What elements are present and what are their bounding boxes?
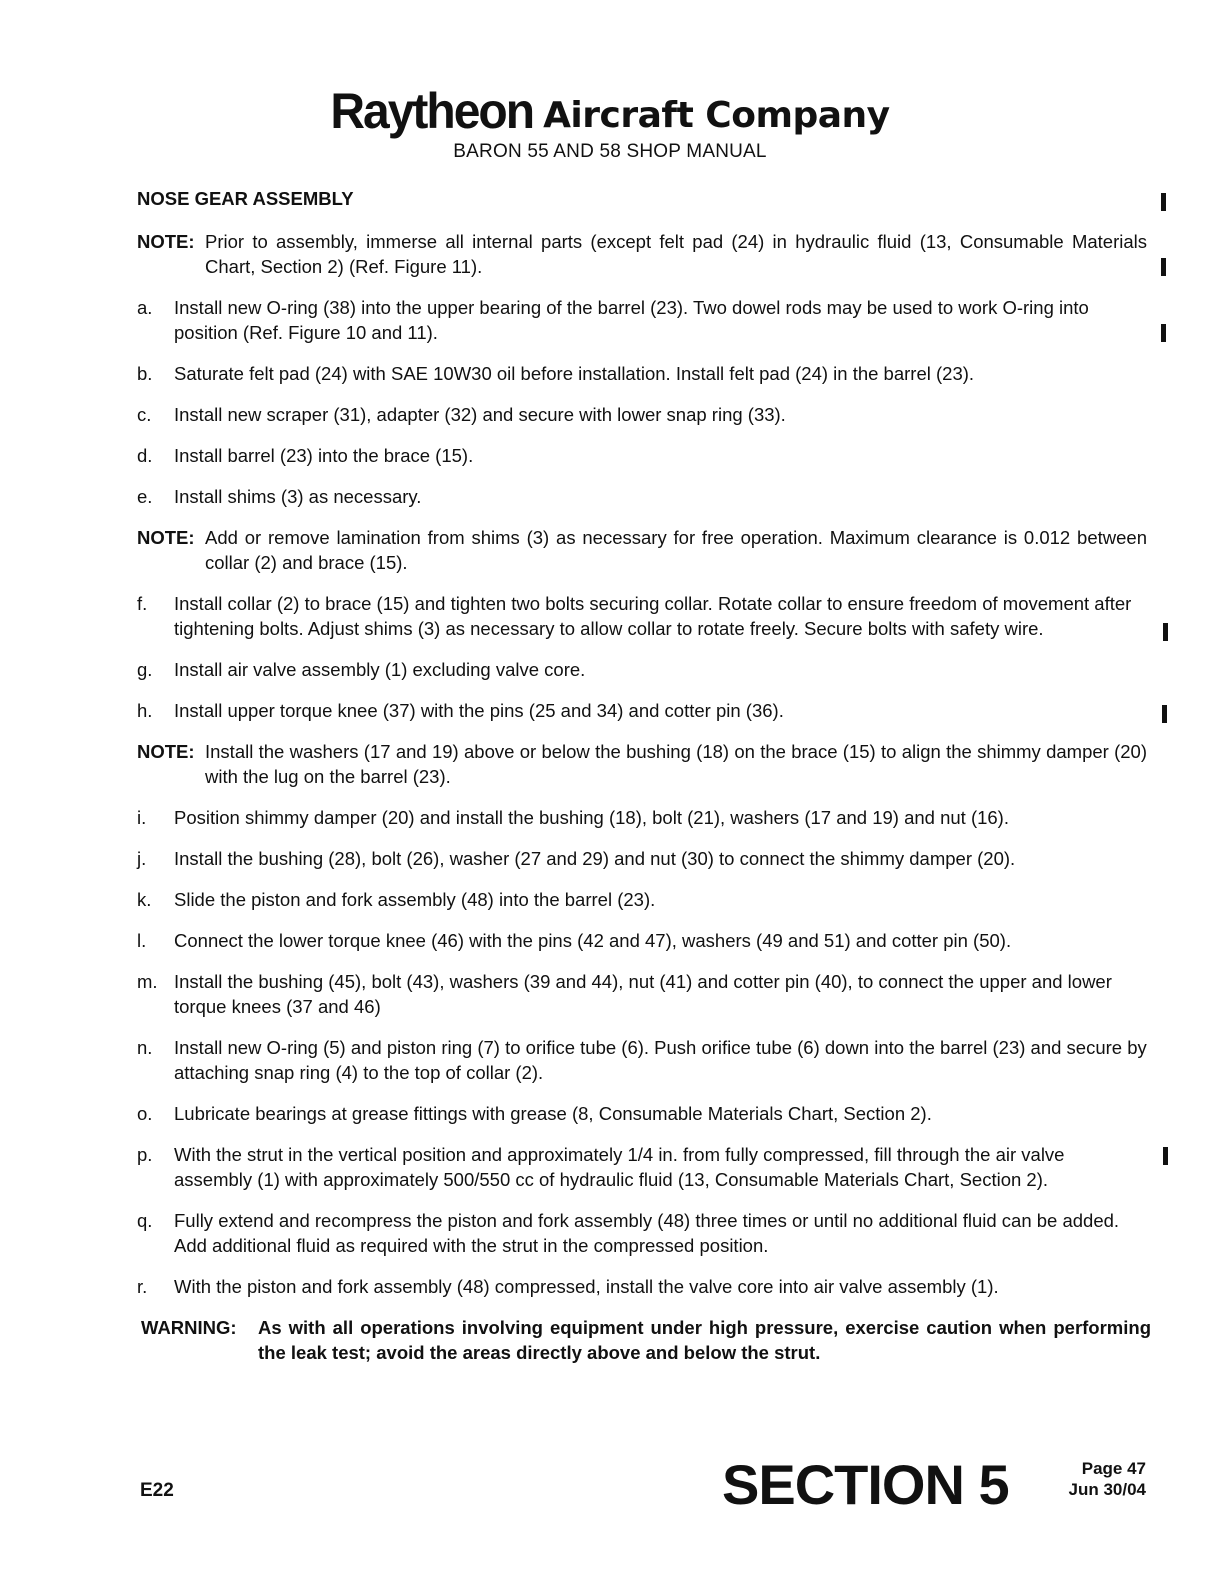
step-letter: b. (137, 363, 153, 384)
list-item (137, 805, 1147, 830)
step-text: Install shims (3) as necessary. (174, 486, 422, 507)
note-label: NOTE: (137, 527, 195, 548)
step-text: Install barrel (23) into the brace (15). (174, 445, 474, 466)
list-item (137, 928, 1147, 953)
step-text: Install new O-ring (5) and piston ring (7) to orifice tube (6). Push orifice tube (6) down into the barrel (23) and secure by attaching snap ring (4) to the top of collar (2). (174, 1037, 1147, 1083)
step-text: Position shimmy damper (20) and install the bushing (18), bolt (21), washers (17 and 19) and nut (16). (174, 807, 1009, 828)
revision-bar (1162, 705, 1167, 723)
list-item (137, 295, 1147, 345)
step-letter: j. (137, 848, 147, 869)
step-text: Install new scraper (31), adapter (32) and secure with lower snap ring (33). (174, 404, 786, 425)
step-letter: r. (137, 1276, 148, 1297)
list-item (137, 698, 1147, 723)
step-text: Connect the lower torque knee (46) with the pins (42 and 47), washers (49 and 51) and cotter pin (50). (174, 930, 1012, 951)
step-letter: q. (137, 1210, 153, 1231)
warning-text: As with all operations involving equipment under high pressure, exercise caution when performing the leak test; avoid the areas directly above and below the strut. (258, 1317, 1151, 1363)
step-letter: d. (137, 445, 153, 466)
step-text: Saturate felt pad (24) with SAE 10W30 oil before installation. Install felt pad (24) in the barrel (23). (174, 363, 975, 384)
note-block (137, 739, 1147, 789)
list-item (137, 1208, 1147, 1258)
step-letter: o. (137, 1103, 153, 1124)
step-letter: p. (137, 1144, 153, 1165)
list-item (137, 846, 1147, 871)
list-item (137, 1274, 1147, 1299)
step-text: Install upper torque knee (37) with the pins (25 and 34) and cotter pin (36). (174, 700, 784, 721)
revision-bar (1161, 324, 1166, 342)
revision-bar (1161, 258, 1166, 276)
list-item (137, 591, 1147, 641)
step-text: Install collar (2) to brace (15) and tighten two bolts securing collar. Rotate collar to ensure freedom of movement after tightening bolts. Adjust shims (3) as necessary to allow collar to rotate freely. Secure bolts with safety wire. (174, 593, 1132, 639)
step-text: Slide the piston and fork assembly (48) into the barrel (23). (174, 889, 656, 910)
list-item (137, 402, 1147, 427)
step-text: Install the bushing (45), bolt (43), washers (39 and 44), nut (41) and cotter pin (40), to connect the upper and lower torque knees (37 and 46) (174, 971, 1112, 1017)
revision-bar (1163, 623, 1168, 641)
revision-bar (1161, 193, 1166, 211)
section-title: NOSE GEAR ASSEMBLY (137, 188, 354, 209)
note-block (137, 525, 1147, 575)
step-text: Fully extend and recompress the piston and fork assembly (48) three times or until no additional fluid can be added. Add additional fluid as required with the strut in the compressed position. (174, 1210, 1120, 1256)
step-letter: k. (137, 889, 152, 910)
manual-title: BARON 55 AND 58 SHOP MANUAL (453, 141, 767, 162)
step-letter: c. (137, 404, 152, 425)
step-text: With the strut in the vertical position and approximately 1/4 in. from fully compressed, fill through the air valve assembly (1) with approximately 500/550 cc of hydraulic fluid (13, Consumable Materials Chart, Section 2). (174, 1144, 1065, 1190)
page-info (1050, 1458, 1146, 1500)
note-label: NOTE: (137, 741, 195, 762)
note-label: NOTE: (137, 231, 195, 252)
step-text: With the piston and fork assembly (48) compressed, install the valve core into air valve assembly (1). (174, 1276, 999, 1297)
step-text: Install air valve assembly (1) excluding valve core. (174, 659, 586, 680)
step-text: Install new O-ring (38) into the upper bearing of the barrel (23). Two dowel rods may be used to work O-ring into position (Ref. Figure 10 and 11). (174, 297, 1089, 343)
page-content (137, 186, 1151, 1365)
list-item (137, 361, 1147, 386)
warning-block (141, 1315, 1151, 1365)
note-text: Add or remove lamination from shims (3) as necessary for free operation. Maximum clearance is 0.012 between collar (2) and brace (15). (205, 527, 1147, 573)
list-item (137, 657, 1147, 682)
revision-bar (1163, 1147, 1168, 1165)
list-item (137, 887, 1147, 912)
warning-label: WARNING: (141, 1317, 237, 1338)
step-text: Install the bushing (28), bolt (26), washer (27 and 29) and nut (30) to connect the shimmy damper (20). (174, 848, 1016, 869)
revision-date: Jun 30/04 (1068, 1480, 1146, 1499)
list-item (137, 1035, 1147, 1085)
step-letter: l. (137, 930, 147, 951)
note-block (137, 229, 1147, 279)
page-code: E22 (140, 1480, 174, 1501)
step-letter: m. (137, 971, 158, 992)
page-header (0, 84, 1220, 163)
section-number: SECTION 5 (722, 1453, 1009, 1516)
brand-logo (330, 84, 889, 139)
page-number: Page 47 (1081, 1459, 1146, 1478)
note-text: Install the washers (17 and 19) above or below the bushing (18) on the brace (15) to align the shimmy damper (20) with the lug on the barrel (23). (205, 741, 1147, 787)
step-letter: f. (137, 593, 148, 614)
list-item (137, 484, 1147, 509)
note-text: Prior to assembly, immerse all internal parts (except felt pad (24) in hydraulic fluid (13, Consumable Materials Chart, Section 2) (Ref. Figure 11). (205, 231, 1147, 277)
list-item (137, 443, 1147, 468)
raytheon-logo: Raytheon (330, 83, 534, 140)
step-letter: g. (137, 659, 153, 680)
step-letter: a. (137, 297, 153, 318)
step-letter: n. (137, 1037, 153, 1058)
step-letter: e. (137, 486, 153, 507)
list-item (137, 1142, 1147, 1192)
list-item (137, 969, 1147, 1019)
step-letter: i. (137, 807, 147, 828)
list-item (137, 1101, 1147, 1126)
step-text: Lubricate bearings at grease fittings with grease (8, Consumable Materials Chart, Section 2). (174, 1103, 932, 1124)
step-letter: h. (137, 700, 153, 721)
company-name: Aircraft Company (543, 95, 890, 136)
